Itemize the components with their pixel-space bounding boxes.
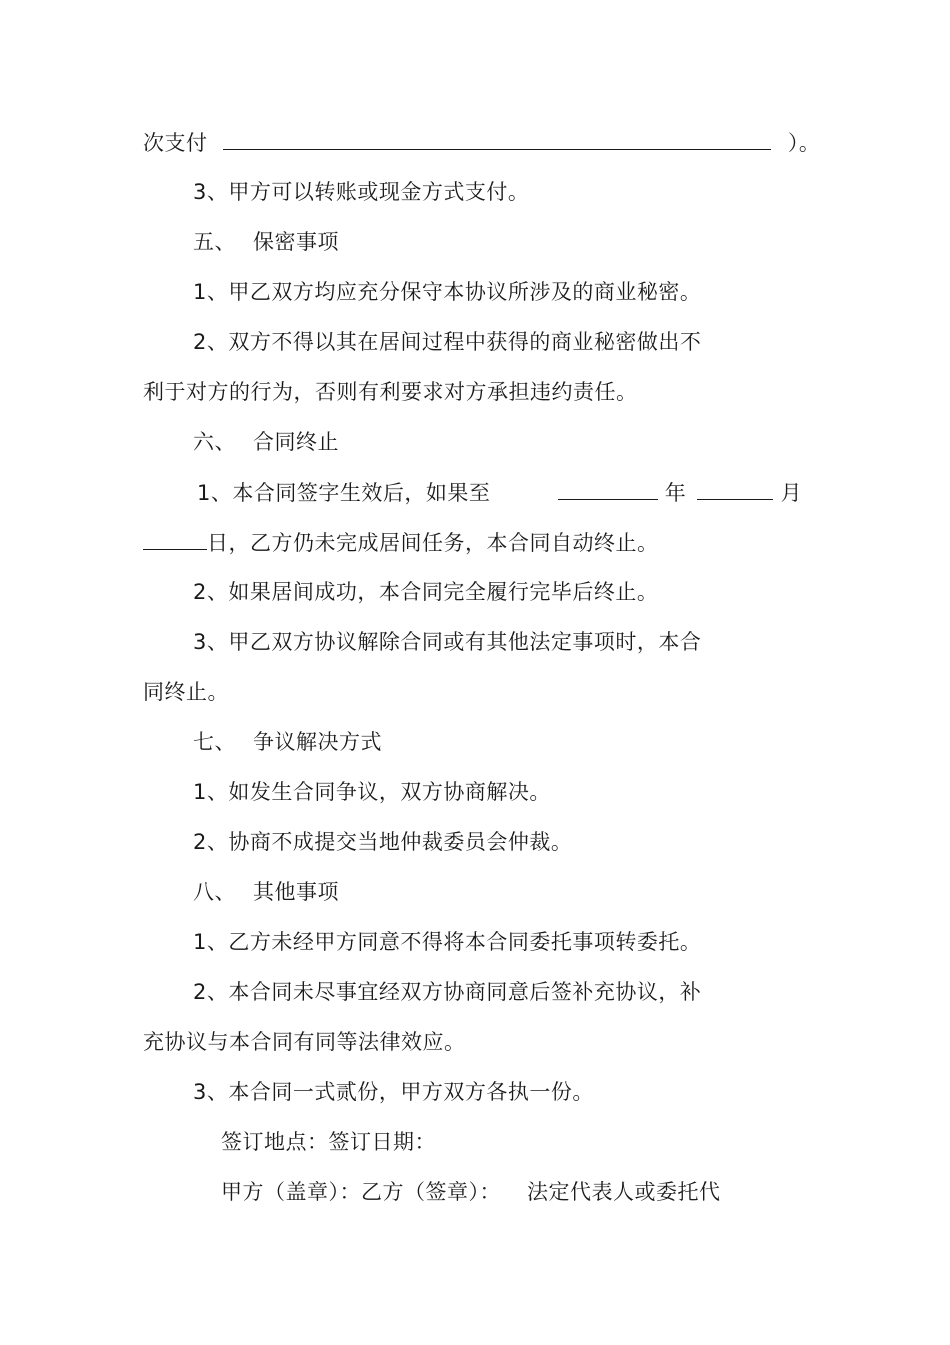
- section-number: 六、: [193, 430, 236, 454]
- section-number: 七、: [193, 730, 236, 754]
- clause-text: 日，乙方仍未完成居间任务，本合同自动终止。: [207, 531, 659, 555]
- section-7-heading: [193, 727, 382, 757]
- section-title: 争议解决方式: [253, 730, 382, 754]
- clause-6-3-cont: 同终止。: [143, 680, 229, 704]
- clause-6-3: 3、甲乙双方协议解除合同或有其他法定事项时，本合: [193, 630, 702, 654]
- clause-6-1: [197, 477, 802, 508]
- month-label: 月: [780, 481, 803, 505]
- clause-8-3: 3、本合同一式贰份，甲方双方各执一份。: [193, 1080, 594, 1104]
- clause-4-3: 3、甲方可以转账或现金方式支付。: [193, 180, 530, 204]
- section-8-heading: [193, 877, 339, 907]
- clause-7-1: 1、如发生合同争议，双方协商解决。: [193, 780, 551, 804]
- clause-5-1: 1、甲乙双方均应充分保守本协议所涉及的商业秘密。: [193, 280, 702, 304]
- section-number: 五、: [193, 230, 236, 254]
- section-number: 八、: [193, 880, 236, 904]
- clause-8-1: 1、乙方未经甲方同意不得将本合同委托事项转委托。: [193, 930, 702, 954]
- clause-5-2-cont: 利于对方的行为，否则有利要求对方承担违约责任。: [143, 380, 638, 404]
- payment-suffix: ）。: [787, 131, 821, 155]
- section-title: 其他事项: [253, 880, 339, 904]
- section-5-heading: [193, 227, 339, 257]
- payment-line: [143, 127, 820, 158]
- signature-line: [221, 1177, 721, 1207]
- clause-6-1-cont: [143, 527, 659, 558]
- signing-place-date: 签订地点：签订日期：: [221, 1130, 436, 1154]
- clause-text: 1、本合同签字生效后，如果至: [197, 481, 491, 505]
- month-blank: [697, 477, 773, 500]
- clause-8-2: 2、本合同未尽事宜经双方协商同意后签补充协议，补: [193, 980, 702, 1004]
- clause-6-2: 2、如果居间成功，本合同完全履行完毕后终止。: [193, 580, 659, 604]
- clause-8-2-cont: 充协议与本合同有同等法律效应。: [143, 1030, 466, 1054]
- year-label: 年: [664, 481, 687, 505]
- year-blank: [558, 477, 658, 500]
- clause-5-2: 2、双方不得以其在居间过程中获得的商业秘密做出不: [193, 330, 702, 354]
- section-6-heading: [193, 427, 339, 457]
- payment-blank: [223, 127, 771, 150]
- payment-prefix: 次支付: [143, 131, 208, 155]
- section-title: 保密事项: [253, 230, 339, 254]
- section-title: 合同终止: [253, 430, 339, 454]
- legal-representative-label: 法定代表人或委托代: [527, 1180, 721, 1204]
- day-blank: [143, 527, 207, 550]
- party-signatures: 甲方（盖章）：乙方（签章）：: [221, 1180, 501, 1204]
- clause-7-2: 2、协商不成提交当地仲裁委员会仲裁。: [193, 830, 573, 854]
